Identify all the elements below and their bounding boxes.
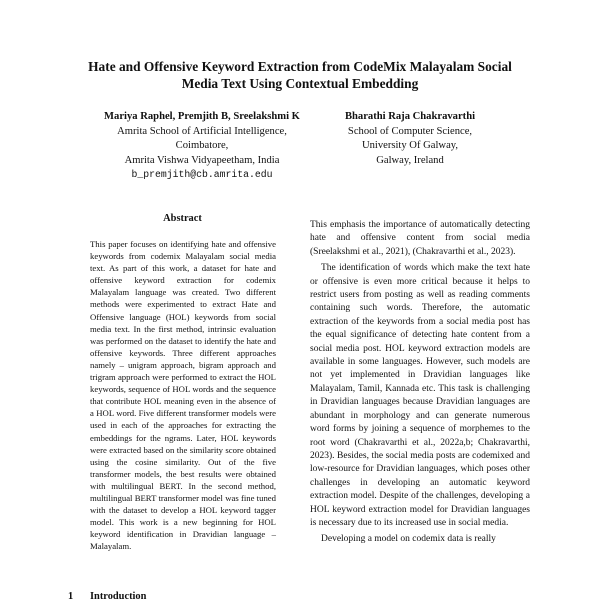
abstract-text: This paper focuses on identifying hate and offensive keywords from codemix Malayalam social media text. As part of this work, a dataset for hate and offensive keyword extraction for codemix Malayalam language was created. Two different methods were experimented to extract Hate and Offensive language (HOL) keywords from social media text. In the first method, intrinsic evaluation was performed on the dataset to identify the hate and offensive keywords. Three different approaches namely – unigram approach, bigram approach and trigram approach were performed to extract the HOL keywords, sequence of HOL words and the sequence that contribute HOL meaning even in the absence of a HOL word. Five different transformer models were used in each of the approaches for extracting the embeddings for the ngrams. Later, HOL keywords were extracted based on the similarity score obtained using the cosine similarity. Out of the five transformer models, the best results were obtained with multilingual BERT. In the second method, multilingual BERT transformer model was fine tuned with the dataset to develop a HOL keyword tagger model. This work is a new beginning for HOL keyword identification in Dravidian language – Malayalam.	[90, 239, 276, 552]
paragraph-1: This emphasis the importance of automatically detecting hate and offensive content from social media (Sreelakshmi et al., 2021), (Chakravarthi et al., 2023).	[310, 220, 530, 257]
abstract-heading: Abstract	[163, 213, 202, 224]
affiliation-left-1: Amrita School of Artificial Intelligence,	[117, 125, 287, 137]
paragraph-3: Developing a model on codemix data is really	[321, 534, 496, 545]
paper-title	[60, 58, 540, 92]
author-names-right: Bharathi Raja Chakravarthi	[344, 111, 476, 122]
affiliation-right-2: University Of Galway,	[361, 140, 459, 151]
paragraph-2: The identification of words which make the text hate or offensive is even more critical because it helps to restrict users from posting as well as reading comments containing such words. Therefore, the automatic extraction of the keywords from a social media post has the equal significance of detecting hate content from a social media post. HOL keyword extraction models are available in some languages. However, such models are not yet implemented in Dravidian languages like Malayalam, Tamil, Kannada etc. This task is challenging in Dravidian languages because Dravidian languages are abundant in morphology and can generate numerous word forms by joining a sequence of morphemes to the root word (Chakravarthi et al., 2022a,b; Chakravarthi, 2023). Besides, the social media posts are codemixed and low-resource for Dravidian languages, which poses other challenges in developing an automatic keyword extraction model. Despite of the challenges, developing a HOL keyword extraction model for Dravidian languages is necessary due to its increased use in social media.	[310, 263, 530, 528]
section-number: 1	[68, 591, 74, 602]
affiliation-right-3: Galway, Ireland	[376, 154, 444, 166]
title-line-1: Hate and Offensive Keyword Extraction from CodeMix Malayalam Social	[88, 59, 512, 74]
author-block-left	[82, 110, 322, 183]
affiliation-left-2: Coimbatore,	[175, 140, 229, 151]
author-block-right	[320, 110, 500, 168]
right-column	[310, 219, 530, 547]
section-title: Introduction	[90, 591, 147, 602]
title-line-2: Media Text Using Contextual Embedding	[181, 76, 419, 91]
affiliation-right-1: School of Computer Science,	[347, 125, 473, 137]
introduction-heading	[68, 591, 146, 602]
author-names-left: Mariya Raphel, Premjith B, Sreelakshmi K	[104, 111, 300, 122]
author-email: b_premjith@cb.amrita.edu	[131, 169, 273, 180]
affiliation-left-3: Amrita Vishwa Vidyapeetham, India	[124, 154, 280, 166]
